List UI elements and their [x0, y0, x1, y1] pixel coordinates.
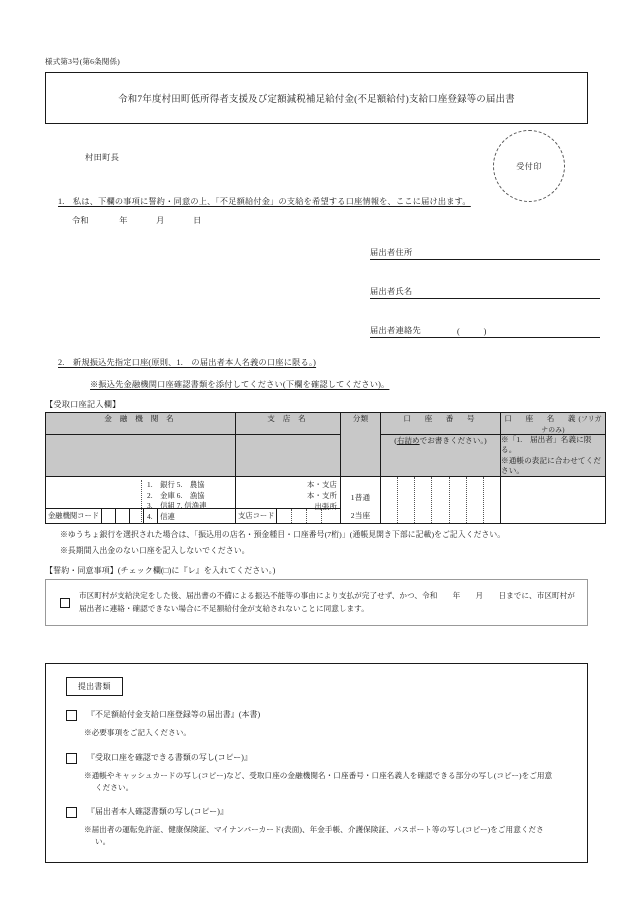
bank-code-digit[interactable] [116, 509, 130, 523]
account-kind-option-touza[interactable]: 2当座 [350, 511, 371, 520]
applicant-name-field[interactable] [370, 279, 600, 299]
submission-date-line [72, 215, 600, 226]
phone-area-paren-close: ) [483, 327, 487, 336]
account-kind-option-futsuu[interactable]: 1普通 [350, 493, 371, 502]
table-note-1: ※ゆうちょ銀行を選択された場合は、「振込用の店名・預金種目・口座番号(7桁)」(通帳見開き下部に記載)をご記入ください。 [60, 530, 506, 539]
bank-code-digit[interactable] [130, 509, 144, 523]
account-holder-name-cell[interactable] [501, 477, 606, 524]
table-subheader-row [46, 435, 606, 477]
bank-code-row [46, 508, 235, 523]
pledge-text: 市区町村が支給決定をした後、届出書の不備による振込不能等の事由により支払が完了せず、かつ、令和 年 月 日までに、市区町村が届出者に連絡・確認できない場合に不足額給付金が支給されないことに同意します。 [79, 591, 575, 613]
pledge-heading: 【誓約・同意事項】(チェック欄(□)に『レ』を入れてください。) [45, 566, 276, 575]
table-entry-row [46, 477, 606, 524]
branch-code-row [236, 508, 340, 523]
account-entry-table [45, 412, 606, 524]
document-checkbox[interactable] [66, 807, 77, 818]
month-unit: 月 [156, 216, 165, 225]
stamp-row [40, 124, 600, 196]
submission-documents-tag: 提出書類 [66, 677, 123, 696]
year-unit: 年 [119, 216, 128, 225]
bank-code-label: 金融機関コード [46, 509, 102, 523]
branch-name-cell[interactable] [236, 477, 341, 524]
document-label: 『不足額給付金支給口座登録等の届出書』(本書) [87, 710, 261, 719]
table-note-2: ※長期間入出金のない口座を記入しないでください。 [60, 546, 250, 555]
th-branch-name-spacer [236, 435, 341, 477]
document-label: 『受取口座を確認できる書類の写し(コピー)』 [87, 752, 252, 762]
account-name-notes: ※「1. 届出者」名義に限る。 ※通帳の表記に合わせてください。 [501, 435, 606, 477]
account-number-digit[interactable] [467, 477, 484, 523]
section2 [40, 357, 600, 410]
applicant-block [40, 240, 600, 338]
table-header-row [46, 413, 606, 435]
applicant-name-label: 届出者氏名 [370, 287, 413, 296]
branch-code-label: 支店コード [236, 509, 277, 523]
document-checkbox[interactable] [66, 710, 77, 721]
section2-subnote: ※振込先金融機関口座確認書類を添付してください(下欄を確認してください)。 [90, 380, 390, 389]
document-item[interactable] [66, 752, 587, 764]
account-number-digit[interactable] [381, 477, 398, 523]
bank-kind-options: 1. 銀行 5. 農協 2. 金庫 6. 漁協 3. 信組 7. 信漁連 4. 信連 [141, 480, 233, 522]
account-number-digit[interactable] [432, 477, 449, 523]
th-account-name: 口 座 名 義(フリガナのみ) [501, 413, 606, 435]
bank-code-filler [158, 509, 235, 523]
document-item[interactable] [66, 806, 587, 818]
account-number-digit[interactable] [398, 477, 415, 523]
account-number-digit[interactable] [415, 477, 432, 523]
th-bank-name-spacer [46, 435, 236, 477]
account-number-digit[interactable] [450, 477, 467, 523]
branch-code-filler [322, 509, 340, 523]
bank-code-digit[interactable] [144, 509, 158, 523]
applicant-phone-field[interactable] [370, 318, 600, 338]
document-label: 『届出者本人確認書類の写し(コピー)』 [87, 807, 228, 817]
bank-name-cell[interactable] [46, 477, 236, 524]
section1-heading: 1. 私は、下欄の事項に誓約・同意の上、「不足額給付金」の支給を希望する口座情報を、ここに届け出ます。 [58, 197, 471, 206]
pledge-checkbox[interactable] [60, 598, 70, 608]
branch-code-digit[interactable] [292, 509, 307, 523]
account-kind-cell[interactable] [341, 477, 381, 524]
document-note: ※通帳やキャッシュカードの写し(コピー)など、受取口座の金融機関名・口座番号・口座名義人を確認できる部分の写し(コピー)をご用意ください。 [84, 770, 553, 792]
th-branch-name: 支 店 名 [236, 413, 341, 435]
form-number: 様式第3号(第6条関係) [45, 57, 120, 66]
th-account-number-hint: (右詰めでお書きください。) [381, 435, 501, 477]
branch-code-digit[interactable] [277, 509, 292, 523]
receipt-stamp-label: 受付印 [516, 161, 542, 171]
pledge-box [45, 579, 588, 626]
applicant-address-field[interactable] [370, 240, 600, 260]
document-note: ※必要事項をご記入ください。 [84, 728, 192, 737]
branch-kind-options: 本・支店 本・支所 出張所 [307, 480, 337, 511]
day-unit: 日 [193, 216, 202, 225]
phone-area-paren-open: ( [456, 327, 484, 336]
account-number-digit[interactable] [484, 477, 500, 523]
applicant-phone-label: 届出者連絡先 [370, 326, 421, 335]
th-account-number: 口 座 番 号 [381, 413, 501, 435]
account-table-label: 【受取口座記入欄】 [45, 400, 121, 409]
section2-heading: 2. 新規振込先指定口座(原則、1. の届出者本人名義の口座に限る。) [58, 358, 317, 367]
bank-code-digit[interactable] [102, 509, 116, 523]
th-account-kind: 分類 [341, 413, 381, 477]
document-item[interactable] [66, 709, 587, 721]
page-title: 令和7年度村田町低所得者支援及び定額減税補足給付金(不足額給付)支給口座登録等の届出書 [118, 95, 515, 105]
receipt-stamp-icon [493, 130, 565, 202]
th-bank-name: 金 融 機 関 名 [46, 413, 236, 435]
account-number-cell[interactable] [381, 477, 501, 524]
addressee: 村田町長 [85, 153, 120, 162]
document-checkbox[interactable] [66, 753, 77, 764]
submission-documents-box [45, 663, 588, 863]
branch-code-digit[interactable] [307, 509, 322, 523]
document-note: ※届出者の運転免許証、健康保険証、マイナンバーカード(表面)、年金手帳、介護保険証、パスポート等の写し(コピー)をご用意ください。 [84, 825, 544, 847]
title-box [45, 72, 588, 124]
account-number-grid [381, 477, 500, 523]
era-label: 令和 [72, 216, 89, 225]
applicant-address-label: 届出者住所 [370, 248, 413, 257]
